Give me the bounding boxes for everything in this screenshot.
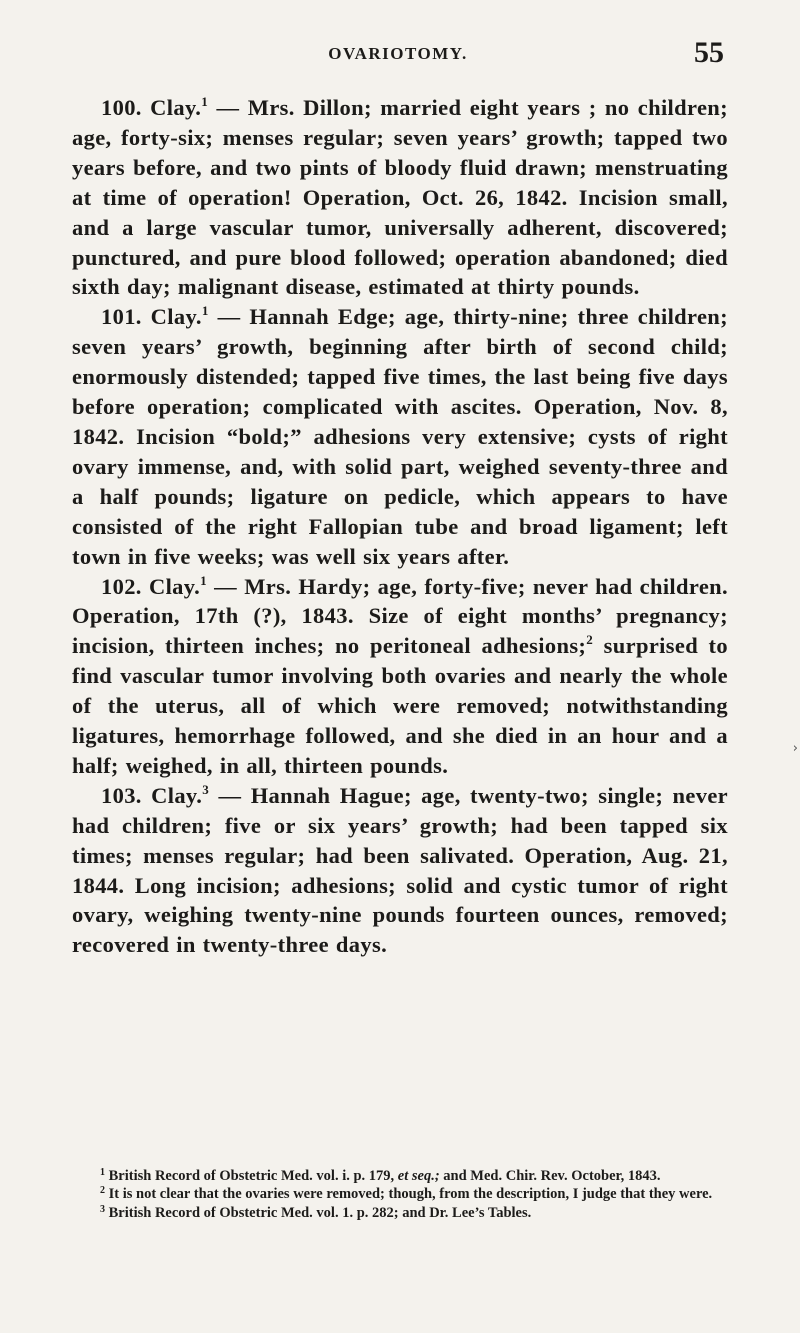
footnote-mark: 2 [100,1185,105,1197]
footnote-ref: 2 [586,632,594,648]
case-lead: 103. Clay. [101,782,203,808]
footnote-text: British Record of Obstetric Med. vol. i. p. 179, [105,1168,398,1184]
footnote-ref: 3 [202,781,210,797]
body-text [72,93,728,960]
running-head [72,36,724,76]
footnote-1 [72,1167,728,1185]
running-title: OVARIOTOMY. [328,44,468,63]
footnote-ref: 1 [200,572,207,588]
footnote-text: It is not clear that the ovaries were removed; though, from the description, I judge that they were. [105,1186,713,1203]
case-entry-103 [72,781,728,960]
case-text: — Hannah Hague; age, twenty-two; single; never had children; five or six years’ growth; had been tapped six times; menses regular; had been salivated. Operation, Aug. 21, 1844. Long incision; adhesions; solid and cystic tumor of right ovary, weighing twenty-nine pounds fourteen ounces, removed; recovered in twenty-three days. [72,782,728,958]
footnote-3 [72,1204,728,1222]
case-text: — Mrs. Dillon; married eight years ; no children; age, forty-six; menses regular; seven years’ growth; tapped two years before, and two pints of bloody fluid drawn; menstruating at time of operation! Operation, Oct. 26, 1842. Incision small, and a large vascular tumor, universally adherent, discovered; punctured, and pure blood followed; operation abandoned; died sixth day; malignant disease, estimated at thirty pounds. [72,95,728,300]
margin-mark: › [792,741,798,756]
case-entry-102 [72,572,728,781]
case-entry-101 [72,302,728,571]
footnote-ref: 1 [201,303,209,319]
footnote-text: British Record of Obstetric Med. vol. 1. p. 282; and Dr. Lee’s Tables. [105,1204,532,1221]
case-text-continued: surprised to find vascular tumor involving both ovaries and nearly the whole of the uterus, all of which were removed; notwithstanding ligatures, hemorrhage followed, and she died in an hour and a half; weighed, in all, thirteen pounds. [72,633,729,778]
footnote-text-continued: and Med. Chir. Rev. October, 1843. [439,1168,661,1184]
footnote-2 [72,1185,728,1203]
footnote-ref: 1 [201,94,209,109]
page-number: 55 [694,36,724,69]
footnote-mark: 3 [100,1203,105,1215]
footnote-mark: 1 [100,1167,105,1178]
case-lead: 101. Clay. [101,304,202,330]
case-entry-100 [72,93,728,302]
case-text: — Mrs. Hardy; age, forty-five; never had children. Operation, 17th (?), 1843. Size of eight months’ pregnancy; incision, thirteen inches; no peritoneal adhesions; [72,573,729,659]
case-lead: 102. Clay. [101,573,201,599]
footnotes [72,1167,728,1222]
footnote-italic: et seq.; [397,1168,440,1184]
case-text: — Hannah Edge; age, thirty-nine; three children; seven years’ growth, beginning after birth of second child; enormously distended; tapped five times, the last being five days before operation; complicated with ascites. Operation, Nov. 8, 1842. Incision “bold;” adhesions very extensive; cysts of right ovary immense, and, with solid part, weighed seventy-three and a half pounds; ligature on pedicle, which appears to have consisted of the right Fallopian tube and broad ligament; left town in five weeks; was well six years after. [72,304,729,569]
case-lead: 100. Clay. [101,95,202,120]
